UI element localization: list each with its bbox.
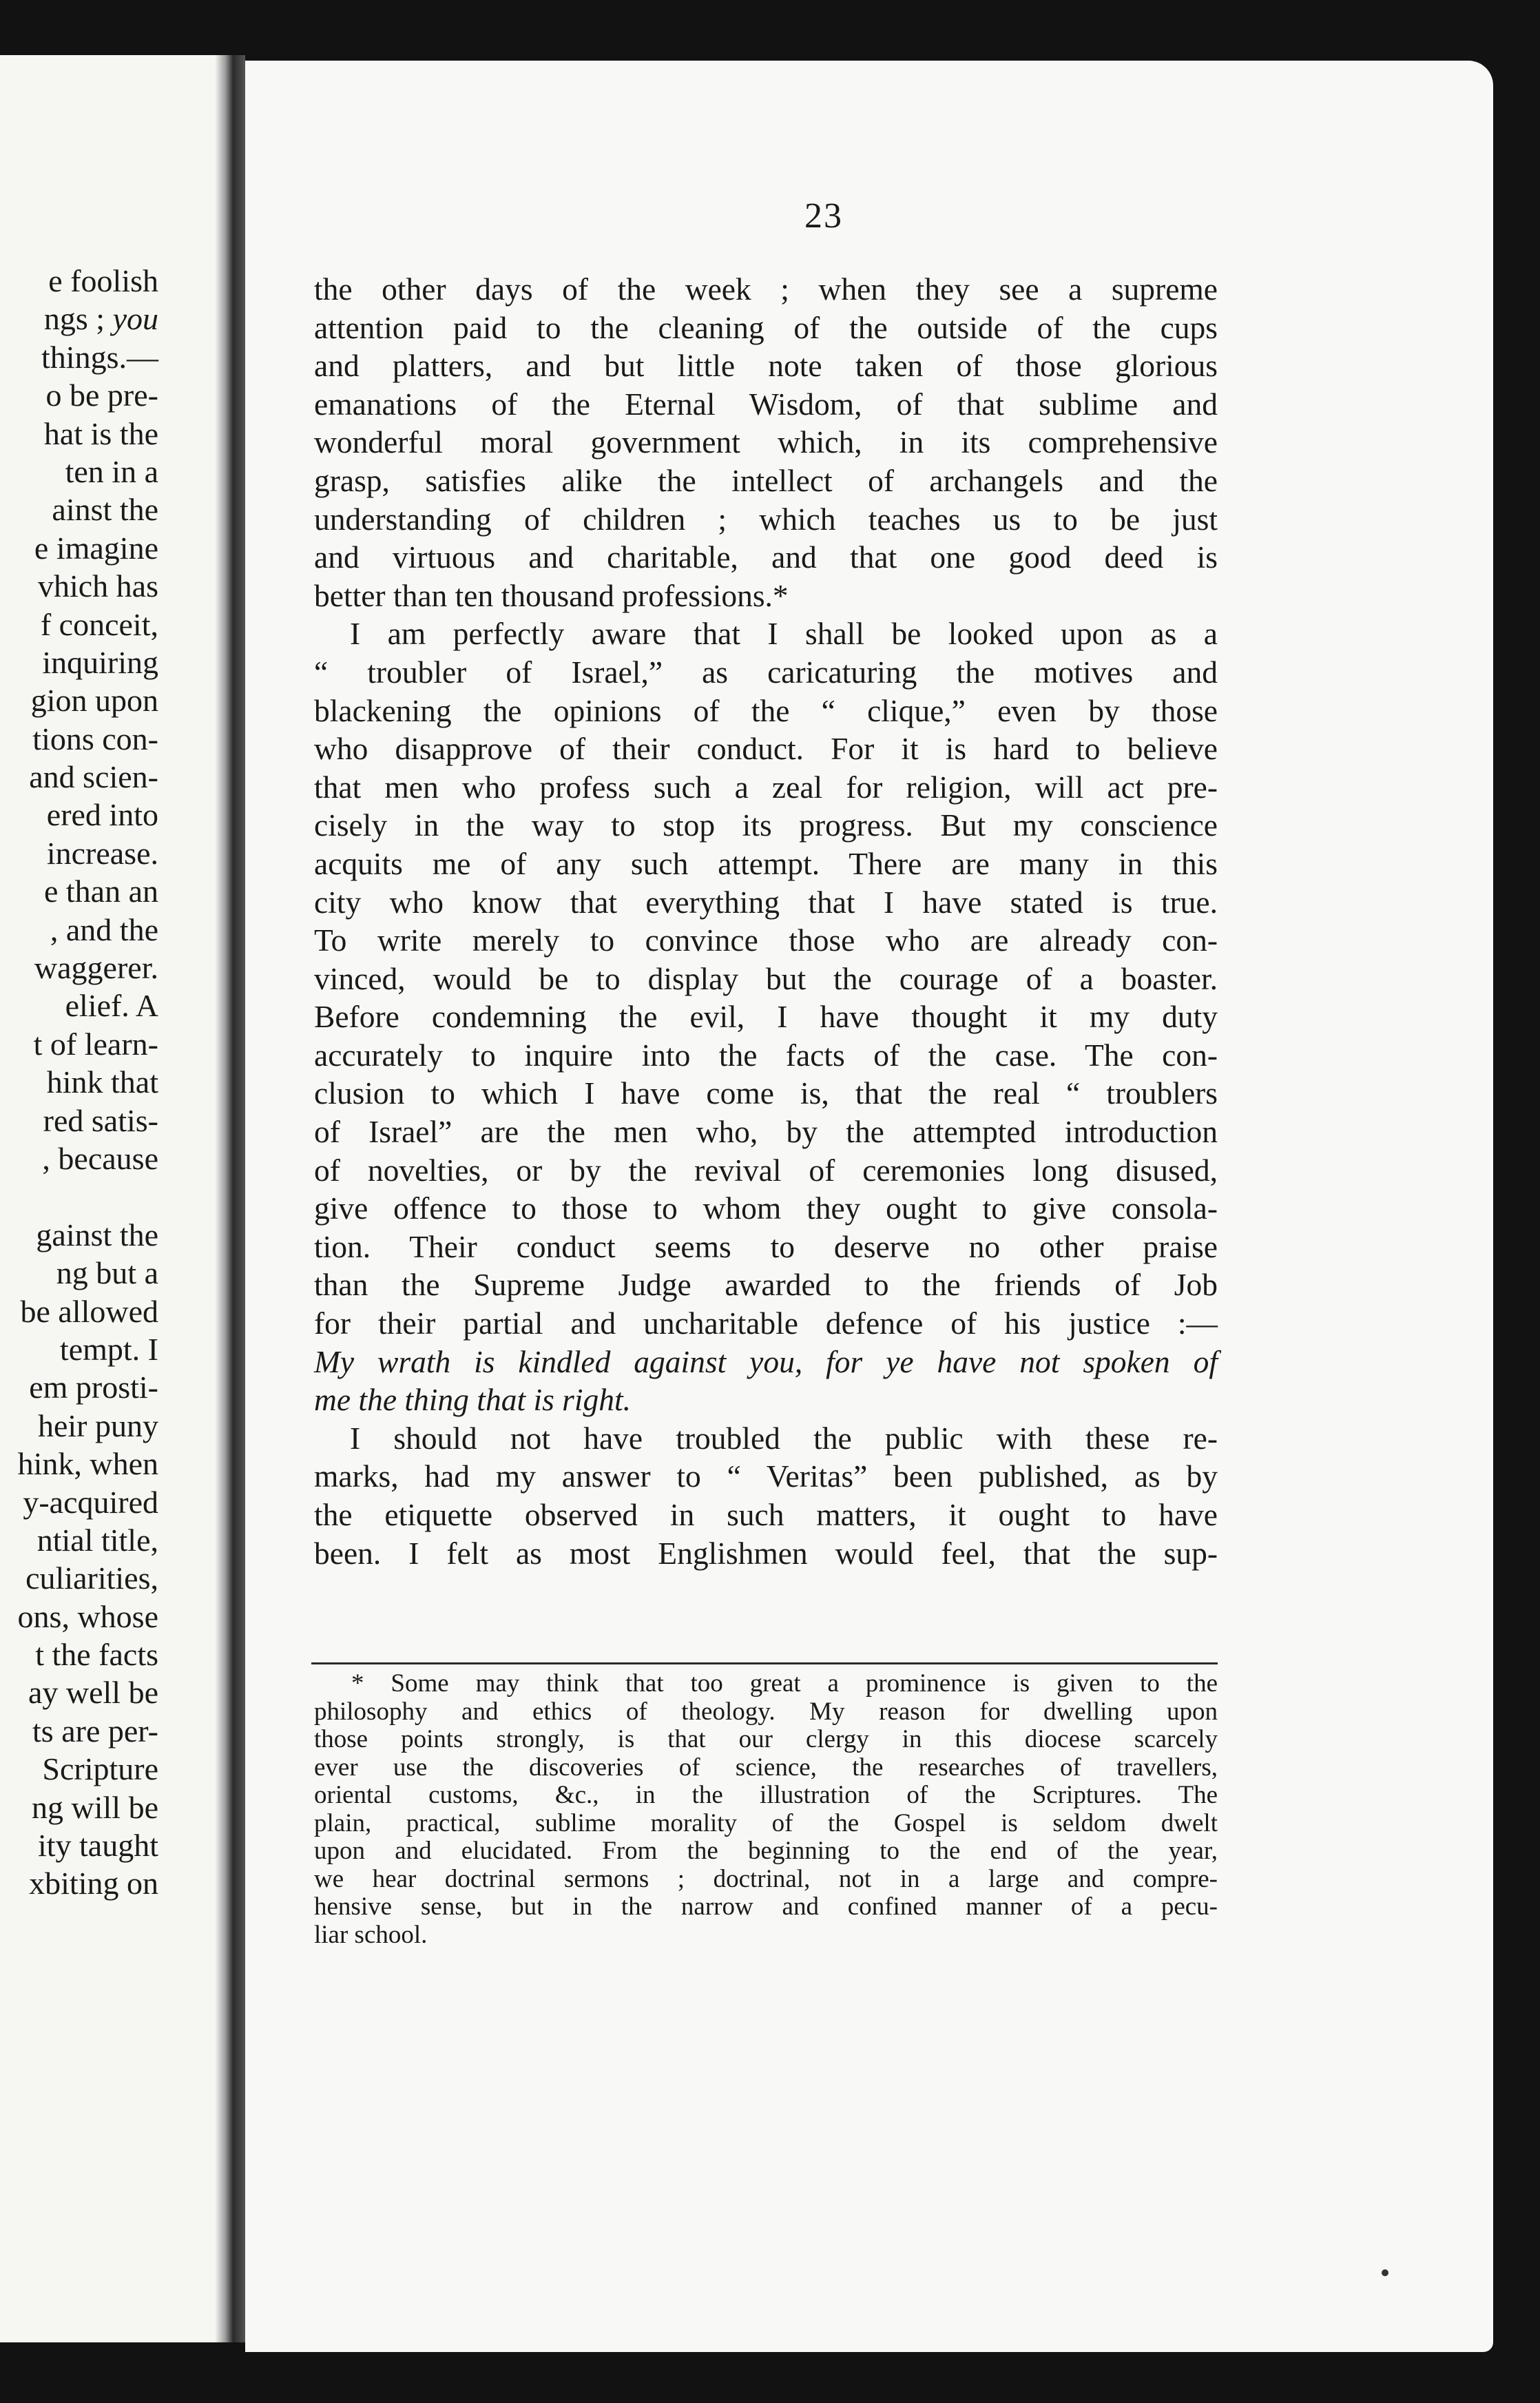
left-page-line: Scripture bbox=[42, 1751, 158, 1787]
left-page-line: , and the bbox=[50, 911, 158, 947]
footnote-line: oriental customs, &c., in the illustration of the Scriptures. The bbox=[314, 1781, 1218, 1809]
body-line: tion. Their conduct seems to deserve no other praise bbox=[314, 1228, 1218, 1264]
body-line: blackening the opinions of the “ clique,” even by those bbox=[314, 692, 1218, 728]
body-line: me the thing that is right. bbox=[314, 1382, 632, 1418]
footnote-line: plain, practical, sublime morality of the Gospel is seldom dwelt bbox=[314, 1808, 1218, 1837]
footnote-line: ever use the discoveries of science, the researches of travellers, bbox=[314, 1753, 1218, 1782]
body-line: who disapprove of their conduct. For it is hard to believe bbox=[314, 731, 1218, 767]
body-line: “ troubler of Israel,” as caricaturing the motives and bbox=[314, 654, 1218, 690]
body-text bbox=[314, 270, 1218, 1572]
left-page-line: em prosti- bbox=[29, 1370, 158, 1405]
left-page-line: t the facts bbox=[35, 1637, 158, 1673]
body-line: attention paid to the cleaning of the outside of the cups bbox=[314, 309, 1218, 345]
left-page-line: e than an bbox=[43, 874, 158, 909]
left-page-line: ts are per- bbox=[32, 1713, 158, 1749]
body-line: grasp, satisfies alike the intellect of archangels and the bbox=[314, 462, 1218, 498]
body-line: better than ten thousand professions.* bbox=[314, 577, 789, 613]
left-page-line: ainst the bbox=[52, 492, 158, 528]
left-page-line: waggerer. bbox=[34, 950, 158, 986]
footnote-line: liar school. bbox=[314, 1920, 428, 1949]
left-page-line: red satis- bbox=[43, 1102, 158, 1138]
footnote bbox=[314, 1670, 1218, 1949]
left-page-text bbox=[0, 262, 215, 1903]
footnote-rule bbox=[311, 1662, 1218, 1664]
left-page-line: gainst the bbox=[36, 1217, 158, 1252]
left-page-line: heir puny bbox=[37, 1407, 158, 1443]
left-page-line: ered into bbox=[46, 797, 158, 833]
body-line: clusion to which I have come is, that the real “ troublers bbox=[314, 1075, 1218, 1111]
body-line: city who know that everything that I have stated is true. bbox=[314, 884, 1218, 920]
body-line: and virtuous and charitable, and that one good deed is bbox=[314, 539, 1218, 575]
left-page-line: things.— bbox=[41, 339, 158, 375]
left-page-line: ngs ; you bbox=[43, 301, 158, 337]
left-page-line: xbiting on bbox=[29, 1866, 158, 1901]
left-page-line: hink, when bbox=[17, 1446, 158, 1482]
body-line: the etiquette observed in such matters, it ought to have bbox=[314, 1497, 1218, 1532]
paper-speck bbox=[1382, 2269, 1388, 2276]
body-line: the other days of the week ; when they see a supreme bbox=[314, 271, 1218, 307]
footnote-line: those points strongly, is that our clergy in this diocese scarcely bbox=[314, 1725, 1218, 1753]
body-line: than the Supreme Judge awarded to the friends of Job bbox=[314, 1267, 1218, 1303]
left-page-line: elief. A bbox=[65, 988, 158, 1024]
left-page-line: tions con- bbox=[32, 721, 158, 756]
left-page-line: o be pre- bbox=[45, 378, 158, 413]
body-line: wonderful moral government which, in its comprehensive bbox=[314, 424, 1218, 460]
left-page-line: ten in a bbox=[65, 453, 158, 489]
body-line: for their partial and uncharitable defence of his justice :— bbox=[314, 1306, 1218, 1341]
left-page-line: t of learn- bbox=[33, 1026, 158, 1062]
left-page-line: ng but a bbox=[56, 1255, 158, 1291]
left-page-line: hink that bbox=[46, 1064, 158, 1100]
right-page bbox=[245, 61, 1493, 2352]
left-page-line: tempt. I bbox=[59, 1331, 158, 1367]
left-page-fragment bbox=[0, 55, 215, 2342]
left-page-line: , because bbox=[42, 1140, 158, 1176]
body-line: of Israel” are the men who, by the attempted introduction bbox=[314, 1114, 1218, 1150]
body-line: Before condemning the evil, I have thought it my duty bbox=[314, 999, 1218, 1035]
left-page-line: f conceit, bbox=[40, 606, 158, 642]
body-line: To write merely to convince those who are already con- bbox=[314, 922, 1218, 958]
left-page-line: increase. bbox=[46, 835, 158, 871]
body-line: that men who profess such a zeal for religion, will act pre- bbox=[314, 769, 1218, 805]
footnote-line: * Some may think that too great a prominence is given to the bbox=[351, 1669, 1218, 1698]
body-line: cisely in the way to stop its progress. But my conscience bbox=[314, 807, 1218, 843]
body-line: and platters, and but little note taken of those glorious bbox=[314, 348, 1218, 384]
body-line: emanations of the Eternal Wisdom, of that sublime and bbox=[314, 386, 1218, 422]
body-line: been. I felt as most Englishmen would feel, that the sup- bbox=[314, 1535, 1218, 1571]
footnote-line: hensive sense, but in the narrow and confined manner of a pecu- bbox=[314, 1893, 1218, 1921]
footnote-line: upon and elucidated. From the beginning to the end of the year, bbox=[314, 1837, 1218, 1865]
left-page-line bbox=[0, 1177, 215, 1215]
body-line: accurately to inquire into the facts of the case. The con- bbox=[314, 1037, 1218, 1073]
left-page-line: ng will be bbox=[32, 1789, 158, 1825]
body-line: acquits me of any such attempt. There are many in this bbox=[314, 845, 1218, 881]
footnote-line: philosophy and ethics of theology. My reason for dwelling upon bbox=[314, 1697, 1218, 1726]
left-page-line: inquiring bbox=[42, 644, 158, 680]
body-line: I should not have troubled the public with these re- bbox=[350, 1420, 1218, 1456]
body-line: I am perfectly aware that I shall be looked upon as a bbox=[350, 616, 1218, 652]
left-page-line: and scien- bbox=[29, 759, 158, 795]
left-page-line: ay well be bbox=[28, 1675, 158, 1711]
left-page-line: e imagine bbox=[34, 530, 158, 566]
body-line: understanding of children ; which teaches us to be just bbox=[314, 501, 1218, 537]
left-page-line: culiarities, bbox=[25, 1560, 158, 1596]
body-line: My wrath is kindled against you, for ye have not spoken of bbox=[314, 1343, 1218, 1379]
left-page-line: ity taught bbox=[37, 1828, 158, 1864]
body-line: of novelties, or by the revival of ceremonies long disused, bbox=[314, 1152, 1218, 1188]
body-line: marks, had my answer to “ Veritas” been published, as by bbox=[314, 1458, 1218, 1494]
left-page-line: vhich has bbox=[37, 568, 158, 604]
left-page-line: e foolish bbox=[48, 263, 158, 298]
page-number: 23 bbox=[804, 196, 843, 236]
left-page-line: ntial title, bbox=[37, 1522, 158, 1558]
left-page-line: y-acquired bbox=[23, 1484, 158, 1520]
book-gutter bbox=[215, 55, 245, 2342]
body-line: give offence to those to whom they ought to give consola- bbox=[314, 1190, 1218, 1226]
left-page-line: hat is the bbox=[43, 415, 158, 451]
footnote-line: we hear doctrinal sermons ; doctrinal, not in a large and compre- bbox=[314, 1864, 1218, 1893]
left-page-line: gion upon bbox=[30, 683, 158, 719]
left-page-line: be allowed bbox=[20, 1293, 158, 1329]
left-page-line: ons, whose bbox=[17, 1598, 158, 1634]
body-line: vinced, would be to display but the courage of a boaster. bbox=[314, 960, 1218, 996]
